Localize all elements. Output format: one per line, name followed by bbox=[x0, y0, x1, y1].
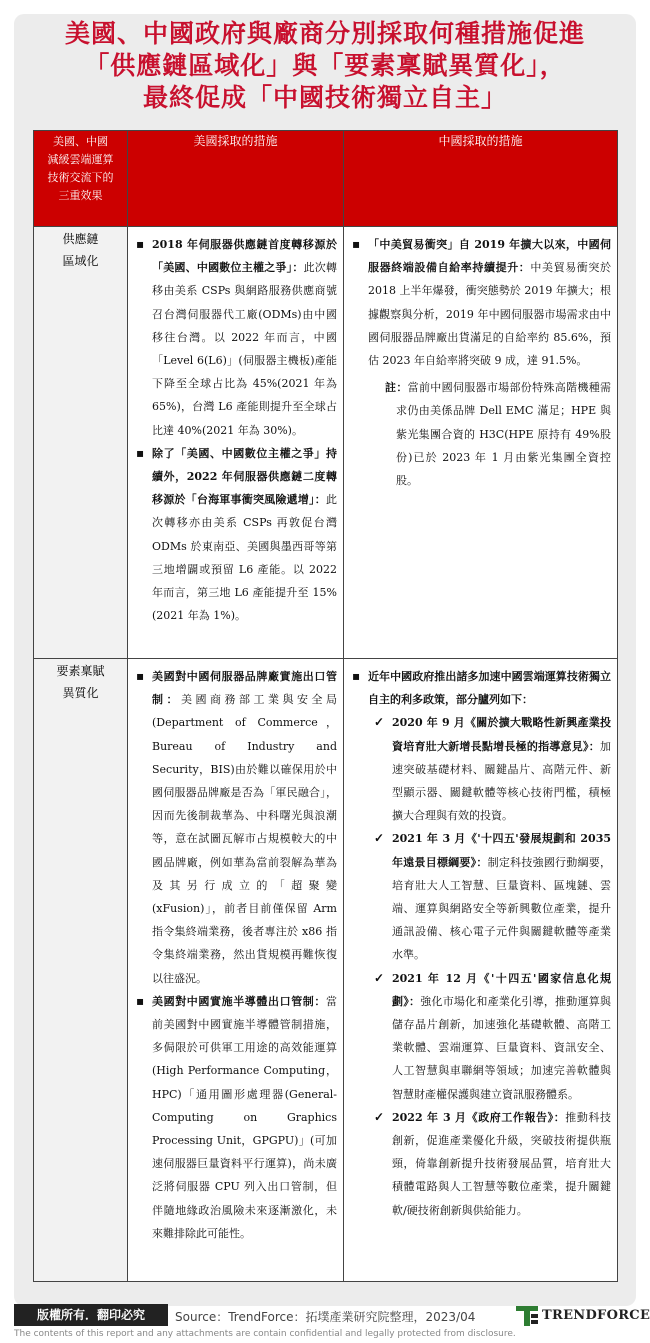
item-text: 加速突破基礎材料、關鍵晶片、高階元件、新型顯示器、關鍵軟體等核心技術門檻，積極擴大合理與有效的投資。 bbox=[392, 739, 611, 823]
list-item bbox=[134, 233, 337, 442]
list-item bbox=[134, 665, 337, 990]
checklist-item bbox=[370, 967, 611, 1106]
china-measures-factor-endowment bbox=[344, 659, 618, 1282]
item-text: 當前美國對中國實施半導體管制措施，多侷限於可供軍工用途的高效能運算(High Performance Computing，HPC)「通用圖形處理器(General-Computing on Graphics Processing Unit，GPGPU)」(可加速伺服器巨量資料平行運算)，尚未廣泛將伺服器 CPU 列入出口管制，但伴隨地緣政治風險未來逐漸激化，未來難排除此可能性。 bbox=[152, 994, 337, 1240]
row-label-line: 異質化 bbox=[62, 686, 99, 700]
item-text: 美國商務部工業與安全局(Department of Commerce，Bureau of Industry and Security，BIS)由於難以確保用於中國伺服器品牌廠是否為「軍民融合」，因而先後制裁華為、中科曙光與浪潮等，意在試圖瓦解市占規模較大的中國品牌廠，例如華為當前裂解為華為及其另行成立的「超聚變(xFusion)」，前者目前僅保留 Arm 指令集終端業務，後者專注於 x86 指令集終端業務，然出貨規模再難恢復以往盛況。 bbox=[152, 693, 337, 985]
item-heading: 2020 年 9 月《關於擴大戰略性新興產業投資培育壯大新增長點增長極的指導意見》： bbox=[392, 716, 611, 753]
china-measures-header: 中國採取的措施 bbox=[344, 131, 618, 227]
page-title bbox=[14, 18, 636, 114]
item-heading: 2018 年伺服器供應鏈首度轉移源於「美國、中國數位主權之爭」： bbox=[152, 238, 337, 275]
item-heading: 2021 年 12 月《'十四五'國家信息化規劃》： bbox=[392, 971, 611, 1008]
corner-line: 技術交流下的 bbox=[47, 171, 114, 184]
trendforce-logo-icon bbox=[516, 1306, 538, 1326]
us-measures-supply-chain bbox=[128, 227, 344, 659]
china-measures-supply-chain bbox=[344, 227, 618, 659]
row-supply-chain-regionalization bbox=[34, 227, 618, 659]
row-label-factor-endowment bbox=[34, 659, 128, 1282]
item-heading: 除了「美國、中國數位主權之爭」持續外，2022 年伺服器供應鏈二度轉移源於「台海軍事衝突風險遞增」： bbox=[152, 446, 337, 507]
corner-line: 美國、中國 bbox=[53, 135, 108, 148]
item-text: 強化市場化和產業化引導，推動運算與儲存晶片創新，加速強化基礎軟體、高階工業軟體、雲端運算、巨量資料、資訊安全、人工智慧與車聯網等領域；加速完善軟體與智慧財產權保護與建立資訊服務體系。 bbox=[392, 994, 612, 1101]
header-row bbox=[34, 131, 618, 227]
item-text: 此次轉移由美系 CSPs 與網路服務供應商號召台灣伺服器代工廠(ODMs)由中國移往台灣。以 2022 年而言，中國「Level 6(L6)」(伺服器主機板)產能下降至全球占比為 45%(2021 年為 65%)，台灣 L6 產能則提升至全球占比達 40%(2021 年為 30%)。 bbox=[152, 261, 337, 437]
policy-checklist bbox=[368, 711, 611, 1221]
checklist-item bbox=[370, 711, 611, 827]
disclaimer: The contents of this report and any attachments are contain confidential and legally protected from disclosure. bbox=[14, 1329, 516, 1339]
title-line-2: 「供應鏈區域化」與「要素稟賦異質化」， bbox=[84, 51, 566, 80]
item-text: 制定科技強國行動綱要，培育壯大人工智慧、巨量資料、區塊鏈、雲端、運算與網路安全等新興數位產業，提升通訊設備、核心電子元件與關鍵軟體等產業水準。 bbox=[392, 855, 612, 962]
row-label-supply-chain bbox=[34, 227, 128, 659]
title-line-3: 最終促成「中國技術獨立自主」 bbox=[142, 83, 507, 112]
checklist-item bbox=[370, 827, 611, 966]
item-heading: 「中美貿易衝突」自 2019 年擴大以來，中國伺服器終端設備自給率持續提升： bbox=[368, 238, 611, 275]
item-heading: 美國對中國實施半導體出口管制： bbox=[152, 994, 326, 1008]
row-label-line: 供應鏈 bbox=[62, 232, 99, 246]
source-credit: Source：TrendForce：拓墣產業研究院整理，2023/04 bbox=[175, 1310, 476, 1324]
item-text: 推動科技創新，促進產業優化升級，突破技術提供瓶頸，倚靠創新提升技術發展品質，培育壯大積體電路與人工智慧等數位產業，提升關鍵軟/硬技術創新與供給能力。 bbox=[392, 1110, 611, 1217]
list-item bbox=[134, 442, 337, 628]
item-heading: 2021 年 3 月《'十四五'發展規劃和 2035 年遠景目標綱要》： bbox=[392, 832, 611, 869]
list-item bbox=[134, 990, 337, 1245]
item-heading: 2022 年 3 月《政府工作報告》： bbox=[392, 1110, 566, 1124]
checklist-item bbox=[370, 1106, 611, 1222]
list-item bbox=[350, 233, 611, 372]
corner-line: 減緩雲端運算 bbox=[47, 153, 114, 166]
corner-header bbox=[34, 131, 128, 227]
logo-text: TRENDFORCE bbox=[542, 1308, 650, 1323]
note-text: 當前中國伺服器市場部份特殊高階機種需求仍由美係品牌 Dell EMC 滿足；HPE 與紫光集團合資的 H3C(HPE 原持有 49%股份)已於 2023 年 1 月由紫光集團全資控股。 bbox=[396, 381, 612, 488]
title-line-1: 美國、中國政府與廠商分別採取何種措施促進 bbox=[64, 19, 585, 48]
row-label-line: 要素稟賦 bbox=[56, 664, 105, 678]
note bbox=[350, 376, 611, 492]
trendforce-logo bbox=[516, 1304, 650, 1328]
note-label: 註： bbox=[385, 381, 408, 395]
us-measures-factor-endowment bbox=[128, 659, 344, 1282]
copyright-badge: 版權所有．翻印必究 bbox=[14, 1304, 168, 1326]
corner-line: 三重效果 bbox=[58, 189, 103, 202]
item-heading: 近年中國政府推出諸多加速中國雲端運算技術獨立自主的利多政策，部分臚列如下： bbox=[368, 670, 611, 707]
item-text: 中美貿易衝突於 2018 上半年爆發，衝突態勢於 2019 年擴大；根據觀察與分析，2019 年中國伺服器市場需求由中國伺服器品牌廠出貨滿足的自給率約 85.6%，預估 2023 年自給率將突破 9 成，達 91.5%。 bbox=[368, 261, 612, 368]
item-text: 此次轉移亦由美系 CSPs 再敦促台灣 ODMs 於東南亞、美國與墨西哥等第三地增闢或預留 L6 產能。以 2022 年而言，第三地 L6 產能提升至 15%(2021 年為 1%)。 bbox=[152, 493, 337, 623]
item-heading: 美國對中國伺服器品牌廠實施出口管制： bbox=[152, 670, 337, 707]
us-measures-header: 美國採取的措施 bbox=[128, 131, 344, 227]
list-item bbox=[350, 665, 611, 1222]
row-factor-endowment-heterogeneity bbox=[34, 659, 618, 1282]
row-label-line: 區域化 bbox=[62, 254, 99, 268]
comparison-table bbox=[33, 130, 618, 1282]
